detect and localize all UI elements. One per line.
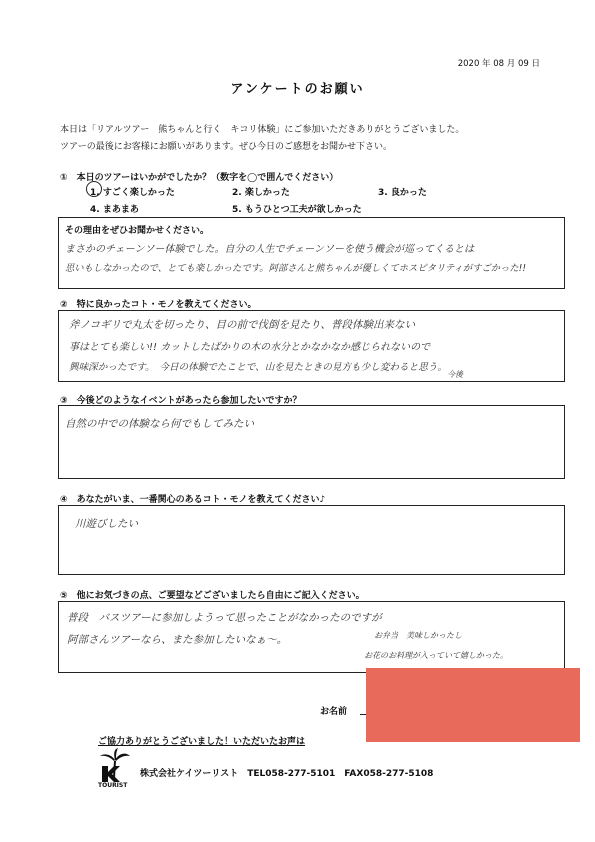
answer-text: 事はとても楽しい!! カットしたばかりの木の水分とかなかなか感じられないので [69,342,431,353]
q1-option: 1. すごく楽しかった [90,188,175,198]
q5-label: ⑤ 他にお気づきの点、ご要望などございましたら自由にご記入ください。 [60,591,365,601]
q2-answer-box [58,310,565,382]
q1-label: ① 本日のツアーはいかがでしたか？（数字を◯で囲んでください） [60,173,339,183]
answer-text: 普段 バスツアーに参加しようって思ったことがなかったのですが [67,612,382,624]
q2-label: ② 特に良かったコト・モノを教えてください。 [60,300,257,310]
q4-label: ④ あなたがいま、一番関心のあるコト・モノを教えてください♪ [60,495,326,505]
q1-option: 4. まあまあ [90,205,139,215]
q3-answer-box [58,405,565,479]
intro-line: ツアーの最後にお客様にお願いがあります。ぜひ今日のご感想をお聞かせ下さい。 [60,142,393,152]
q1-option: 5. もうひとつ工夫が欲しかった [232,205,362,215]
answer-note: 今後 [447,370,463,379]
answer-text: 川遊びしたい [75,518,138,530]
q1-option: 2. 楽しかった [232,188,290,198]
answer-text: 斧ノコギリで丸太を切ったり、目の前で伐倒を見たり、普段体験出来ない [69,319,415,331]
answer-note: お弁当 美味しかったし [374,631,462,640]
answer-note: お花のお料理が入っていて嬉しかった。 [364,651,508,660]
logo-text: TOURIST [98,782,128,789]
page-title: アンケートのお願い [230,82,365,97]
q4-answer-box [58,505,565,575]
thanks-message: ご協力ありがとうございました！いただいたお声は [98,737,306,747]
reason-label: その理由をぜひお聞かせください。 [65,226,210,236]
answer-text: 興味深かったです。 今日の体験でたことで、山を見たときの見方も少し変わると思う。 [69,362,447,373]
reason-text: まさかのチェーンソー体験でした。自分の人生でチェーンソーを使う機会が巡ってくるとは [65,244,474,255]
q5-answer-box [58,601,565,673]
company-info: 株式会社ケイツーリスト TEL058-277-5101 FAX058-277-5108 [140,769,434,779]
intro [60,122,464,156]
q1-option: 3. 良かった [378,188,427,198]
q3-label: ③ 今後どのようなイベントがあったら参加したいですか？ [60,396,302,406]
answer-text: 自然の中での体験なら何でもしてみたい [65,418,254,430]
answer-text: 阿部さんツアーなら、また参加したいなぁ〜。 [67,634,288,646]
intro-line: 本日は「リアルツアー 熊ちゃんと行く キコリ体験」にご参加いただきありがとうございました。 [60,125,465,135]
name-label: お名前 [320,707,348,717]
date: 2020 年 08 月 09 日 [457,59,540,69]
company-logo [98,748,132,788]
redaction-block [366,668,580,742]
reason-text: 思いもしなかったので、とても楽しかったです。阿部さんと熊ちゃんが優しくてホスピタリティがすごかった!! [65,263,527,274]
q1-reason-box [58,217,565,289]
